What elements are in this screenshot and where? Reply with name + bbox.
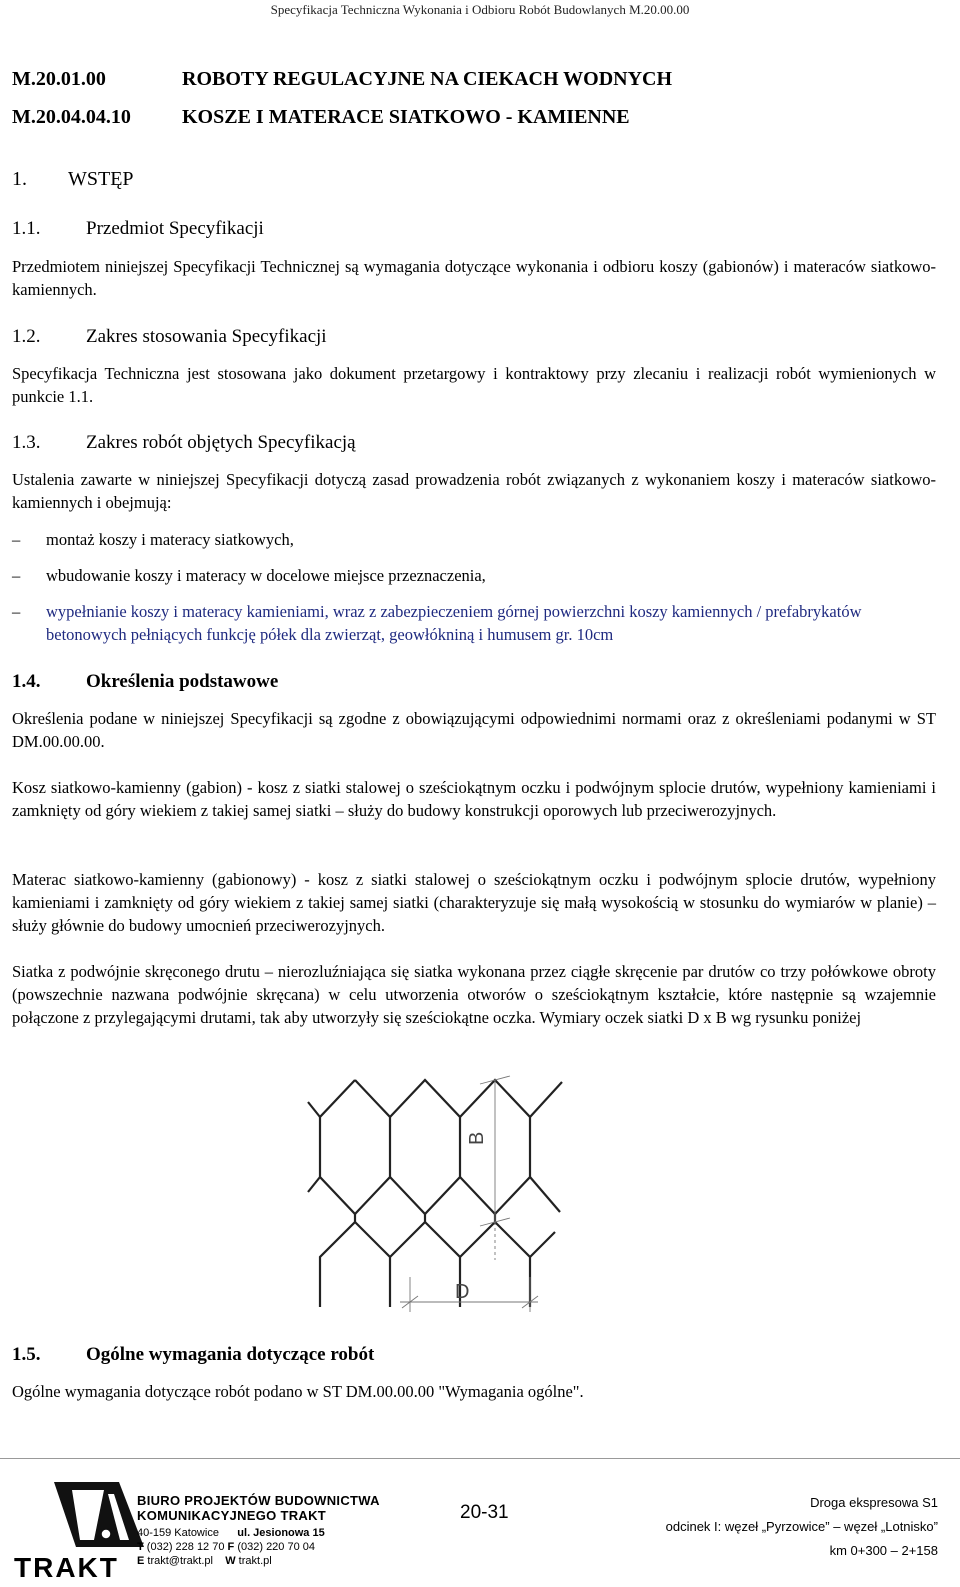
dimension-label-d: D bbox=[455, 1281, 470, 1303]
company-name-line2: KOMUNIKACYJNEGO TRAKT bbox=[137, 1508, 327, 1523]
company-name-line1: BIURO PROJEKTÓW BUDOWNICTWA bbox=[137, 1493, 380, 1508]
list-item-text: wbudowanie koszy i materacy w docelowe miejsce przeznaczenia, bbox=[46, 566, 486, 585]
running-header: Specyfikacja Techniczna Wykonania i Odbioru Robót Budowlanych M.20.00.00 bbox=[270, 2, 690, 17]
spec-code-row bbox=[12, 68, 672, 91]
paragraph-1-4-a: Określenia podane w niniejszej Specyfikacji są zgodne z obowiązującymi odpowiednimi normami oraz z określeniami podanymi w ST DM.00.00.00. bbox=[12, 709, 936, 751]
spec-code: M.20.04.04.10 bbox=[12, 106, 131, 128]
dash-bullet: – bbox=[12, 566, 21, 585]
mesh-wires bbox=[308, 1080, 562, 1307]
paragraph-1-1: Przedmiotem niniejszej Specyfikacji Technicznej są wymagania dotyczące wykonania i odbioru koszy (gabionów) i materaców siatkowo-kamiennych. bbox=[12, 257, 936, 299]
footer-divider bbox=[0, 1458, 960, 1459]
list-item bbox=[12, 600, 936, 646]
section-title: WSTĘP bbox=[68, 168, 134, 190]
project-chainage: km 0+300 – 2+158 bbox=[829, 1543, 938, 1558]
email-address: trakt@trakt.pl bbox=[147, 1555, 213, 1567]
phone-label: T bbox=[137, 1541, 144, 1553]
project-section: odcinek I: węzeł „Pyrzowice” – węzeł „Lotnisko” bbox=[665, 1519, 938, 1534]
list-item-text: montaż koszy i materacy siatkowych, bbox=[46, 530, 294, 549]
list-item bbox=[12, 528, 936, 551]
paragraph-1-4-c: Materac siatkowo-kamienny (gabionowy) - kosz z siatki stalowej o sześciokątnym oczku i podwójnym splocie drutów, wypełniony kamieniami i zamknięty od góry wiekiem z takiej samej siatki (charakteryzuje się małą wysokością w stosunku do wymiarów w planie) – służy głównie do budowy umocnień przeciwerozyjnych. bbox=[12, 870, 936, 935]
section-title: Zakres stosowania Specyfikacji bbox=[86, 326, 327, 347]
paragraph-1-5: Ogólne wymagania dotyczące robót podano w ST DM.00.00.00 "Wymagania ogólne". bbox=[12, 1382, 584, 1401]
section-title: Ogólne wymagania dotyczące robót bbox=[86, 1344, 375, 1365]
section-number: 1. bbox=[12, 168, 27, 190]
list-item-text: wypełnianie koszy i materacy kamieniami, wraz z zabezpieczeniem górnej powierzchni koszy kamiennych / prefabrykatów betonowych pełniących funkcję półek dla zwierząt, geowłókniną i humusem gr. 10cm bbox=[46, 602, 862, 644]
company-address bbox=[137, 1526, 380, 1540]
dash-bullet: – bbox=[12, 602, 21, 621]
section-number: 1.2. bbox=[12, 326, 41, 347]
fax-label: F bbox=[227, 1541, 235, 1553]
section-number: 1.4. bbox=[12, 671, 41, 692]
paragraph-1-4-b: Kosz siatkowo-kamienny (gabion) - kosz z siatki stalowej o sześciokątnym oczku i podwójnym splocie drutów, wypełniony kamieniami i zamknięty od góry wiekiem z takiej samej siatki – służy do budowy konstrukcji oporowych lub przeciwerozyjnych. bbox=[12, 778, 936, 820]
fax-number: (032) 220 70 04 bbox=[237, 1541, 315, 1553]
section-heading-1-1 bbox=[12, 218, 264, 240]
section-number: 1.5. bbox=[12, 1344, 41, 1365]
spec-title: ROBOTY REGULACYJNE NA CIEKACH WODNYCH bbox=[182, 68, 673, 90]
paragraph-1-3: Ustalenia zawarte w niniejszej Specyfikacji dotyczą zasad prowadzenia robót związanych z wykonaniem koszy i materaców siatkowo-kamiennych i obejmują: bbox=[12, 470, 936, 512]
company-phones bbox=[137, 1540, 380, 1554]
mesh-diagram bbox=[300, 1072, 625, 1322]
page-number: 20-31 bbox=[460, 1502, 509, 1523]
spec-code-row bbox=[12, 106, 630, 129]
website: trakt.pl bbox=[238, 1555, 272, 1567]
address-street: ul. Jesionowa 15 bbox=[237, 1527, 325, 1539]
dimension-label-b: B bbox=[466, 1131, 488, 1145]
dimension-lines bbox=[400, 1076, 538, 1312]
logo-wordmark: TRAKT bbox=[14, 1552, 119, 1583]
section-heading-1-4 bbox=[12, 671, 278, 693]
spec-title: KOSZE I MATERACE SIATKOWO - KAMIENNE bbox=[182, 106, 630, 128]
www-label: W bbox=[225, 1555, 236, 1567]
section-title: Przedmiot Specyfikacji bbox=[86, 218, 264, 239]
email-label: E bbox=[137, 1555, 145, 1567]
section-number: 1.3. bbox=[12, 432, 41, 453]
paragraph-1-4-d: Siatka z podwójnie skręconego drutu – nierozluźniająca się siatka wykonana przez ciągłe skręcenie par drutów co trzy połówkowe obroty (powszechnie nazwana podwójnie skręcana) w celu utworzenia otworów o sześciokątnym kształcie, które następnie są wzajemnie połączone z przylegającymi drutami, tak aby utworzyły się sześciokątne oczka. Wymiary oczek siatki D x B wg rysunku poniżej bbox=[12, 962, 936, 1027]
section-heading-1-2 bbox=[12, 326, 327, 348]
section-number: 1.1. bbox=[12, 218, 41, 239]
paragraph-1-2: Specyfikacja Techniczna jest stosowana jako dokument przetargowy i kontraktowy przy zlecaniu i realizacji robót wymienionych w punkcie 1.1. bbox=[12, 364, 936, 406]
spec-code: M.20.01.00 bbox=[12, 68, 106, 90]
section-heading-1 bbox=[12, 168, 134, 191]
section-title: Określenia podstawowe bbox=[86, 671, 279, 692]
company-contact bbox=[137, 1554, 380, 1568]
phone-number: (032) 228 12 70 bbox=[146, 1541, 225, 1553]
section-heading-1-5 bbox=[12, 1344, 374, 1366]
project-road: Droga ekspresowa S1 bbox=[810, 1495, 938, 1510]
project-info bbox=[666, 1491, 938, 1563]
company-info bbox=[137, 1493, 380, 1568]
list-item bbox=[12, 564, 936, 587]
address-city: 40-159 Katowice bbox=[137, 1527, 219, 1539]
section-heading-1-3 bbox=[12, 432, 356, 454]
section-title: Zakres robót objętych Specyfikacją bbox=[86, 432, 356, 453]
dash-bullet: – bbox=[12, 530, 21, 549]
